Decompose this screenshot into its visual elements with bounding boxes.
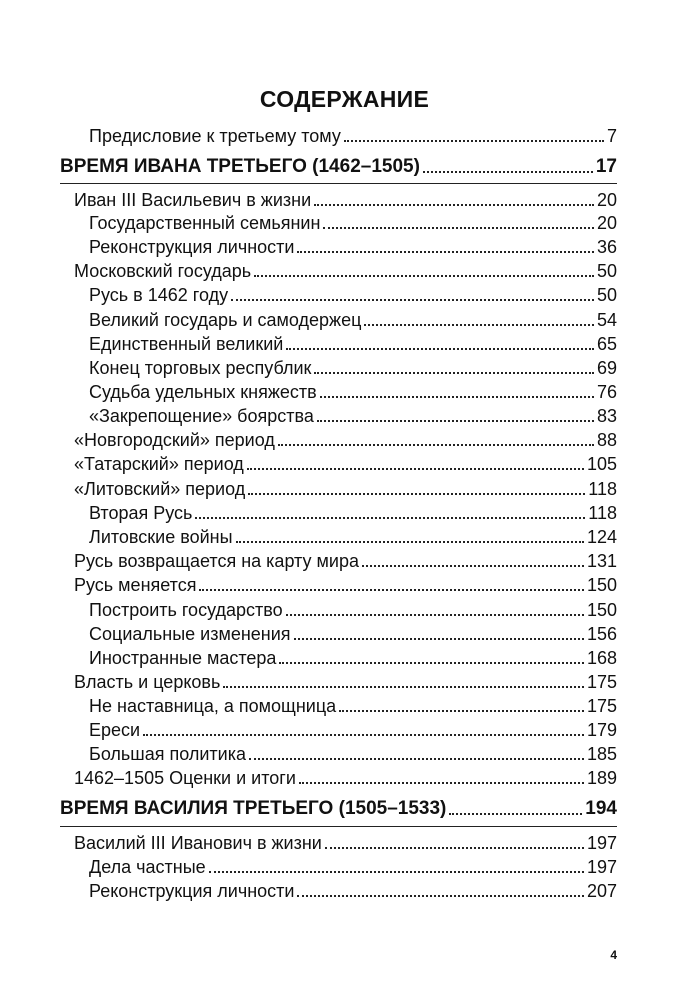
toc-entry-page: 194 <box>585 798 617 819</box>
page-title: СОДЕРЖАНИЕ <box>259 86 430 112</box>
toc-entry-title: Построить государство <box>89 600 283 620</box>
toc-entry-title: Социальные изменения <box>89 624 291 644</box>
toc-entry-title: Конец торговых республик <box>89 358 312 378</box>
toc-entry-title: Вторая Русь <box>89 503 193 523</box>
toc-entry <box>89 647 617 669</box>
toc-entry-title: «Новгородский» период <box>74 430 275 450</box>
dot-leader <box>362 563 584 567</box>
toc-entry <box>89 880 617 902</box>
dot-leader <box>247 466 584 470</box>
dot-leader <box>254 273 594 277</box>
toc-entry <box>74 767 617 789</box>
toc-section-entry <box>60 798 617 820</box>
toc-entry <box>89 719 617 741</box>
toc-entry-page: 83 <box>596 406 617 426</box>
dot-leader <box>339 708 584 712</box>
toc-entry-page: 20 <box>596 213 617 233</box>
toc-entry-page: 50 <box>596 285 617 305</box>
dot-leader <box>344 138 604 142</box>
toc-section-entry <box>60 156 617 178</box>
toc-entry-page: 150 <box>586 600 617 620</box>
toc-entry <box>89 599 617 621</box>
toc-entry <box>89 405 617 427</box>
toc-entry <box>89 357 617 379</box>
dot-leader <box>364 322 594 326</box>
dot-leader <box>320 394 594 398</box>
toc-entry-title: «Закрепощение» боярства <box>89 406 314 426</box>
dot-leader <box>279 660 584 664</box>
dot-leader <box>199 587 583 591</box>
toc-entry-page: 65 <box>596 334 617 354</box>
toc-entry-title: Единственный великий <box>89 334 284 354</box>
dot-leader <box>249 756 584 760</box>
toc-entry <box>74 574 617 596</box>
dot-leader <box>423 169 593 173</box>
dot-leader <box>231 297 594 301</box>
toc-entry-title: Литовские войны <box>89 527 233 547</box>
dot-leader <box>209 869 584 873</box>
toc-entry-page: 168 <box>586 648 617 668</box>
toc-entry <box>89 526 617 548</box>
dot-leader <box>223 684 584 688</box>
toc-entry-page: 197 <box>586 857 617 877</box>
dot-leader <box>286 612 584 616</box>
toc-entry-page: 118 <box>588 479 617 499</box>
toc-entry <box>89 125 617 147</box>
toc-entry-page: 150 <box>586 575 617 595</box>
toc-entry-title: Русь в 1462 году <box>89 285 229 305</box>
toc-entry-title: Василий III Иванович в жизни <box>74 833 322 853</box>
toc-entry-title: ВРЕМЯ ВАСИЛИЯ ТРЕТЬЕГО (1505–1533) <box>60 798 447 819</box>
dot-leader <box>195 515 585 519</box>
toc-entry-title: Русь меняется <box>74 575 197 595</box>
toc-entry-title: Реконструкция личности <box>89 881 295 901</box>
toc-entry-page: 54 <box>596 310 617 330</box>
toc-entry <box>89 502 617 524</box>
toc-entry-title: Большая политика <box>89 744 247 764</box>
toc-entry-title: Ереси <box>89 720 141 740</box>
toc-entry-page: 175 <box>586 696 617 716</box>
toc-entry-title: Иван III Васильевич в жизни <box>74 190 312 210</box>
dot-leader <box>325 845 584 849</box>
dot-leader <box>314 202 594 206</box>
toc-entry-title: Иностранные мастера <box>89 648 277 668</box>
toc-entry <box>74 429 617 451</box>
page-number: 4 <box>610 948 617 962</box>
toc-entry-page: 156 <box>586 624 617 644</box>
toc-entry-page: 185 <box>586 744 617 764</box>
dot-leader <box>299 780 584 784</box>
dot-leader <box>297 893 583 897</box>
dot-leader <box>449 811 582 815</box>
toc-entry-page: 175 <box>586 672 617 692</box>
toc-entry <box>89 381 617 403</box>
toc-entry <box>89 743 617 765</box>
toc-entry-title: Московский государь <box>74 261 252 281</box>
dot-leader <box>248 491 585 495</box>
dot-leader <box>314 370 594 374</box>
toc-entry-title: 1462–1505 Оценки и итоги <box>74 768 296 788</box>
toc-entry-title: Дела частные <box>89 857 206 877</box>
toc-entry <box>74 550 617 572</box>
dot-leader <box>236 539 584 543</box>
toc-entry <box>74 189 617 211</box>
toc-entry-page: 88 <box>596 430 617 450</box>
toc-entry <box>74 671 617 693</box>
toc-entry <box>89 309 617 331</box>
dot-leader <box>143 732 584 736</box>
toc-entry-page: 189 <box>586 768 617 788</box>
toc-entry-title: Власть и церковь <box>74 672 221 692</box>
dot-leader <box>278 442 594 446</box>
toc-entry-page: 17 <box>595 156 617 177</box>
toc-entry-page: 131 <box>586 551 617 571</box>
toc-entry-page: 36 <box>596 237 617 257</box>
toc-entry <box>89 856 617 878</box>
toc-entry-page: 69 <box>596 358 617 378</box>
toc-entry <box>74 478 617 500</box>
dot-leader <box>294 636 584 640</box>
section-rule <box>60 183 617 184</box>
toc-entry-title: Государственный семьянин <box>89 213 321 233</box>
toc-entry-page: 179 <box>586 720 617 740</box>
toc-entry <box>89 695 617 717</box>
toc-entry-page: 20 <box>596 190 617 210</box>
toc-entry-title: Великий государь и самодержец <box>89 310 362 330</box>
toc-entry-page: 105 <box>586 454 617 474</box>
toc-entry-page: 118 <box>588 503 617 523</box>
toc-entry-page: 7 <box>606 126 617 146</box>
dot-leader <box>317 418 594 422</box>
toc-entry-page: 76 <box>596 382 617 402</box>
section-rule <box>60 826 617 827</box>
toc-entry-title: Реконструкция личности <box>89 237 295 257</box>
toc-entry <box>89 623 617 645</box>
toc-entry <box>74 453 617 475</box>
toc-entry <box>89 333 617 355</box>
toc-entry-title: Судьба удельных княжеств <box>89 382 317 402</box>
dot-leader <box>323 225 594 229</box>
dot-leader <box>286 346 594 350</box>
toc-entry-title: Русь возвращается на карту мира <box>74 551 359 571</box>
dot-leader <box>297 249 593 253</box>
toc-entry-title: Не наставница, а помощница <box>89 696 337 716</box>
toc-entry <box>89 212 617 234</box>
toc-entry-page: 207 <box>586 881 617 901</box>
toc-entry-title: ВРЕМЯ ИВАНА ТРЕТЬЕГО (1462–1505) <box>60 156 420 177</box>
toc-entry-page: 124 <box>586 527 617 547</box>
toc-entry-title: Предисловие к третьему тому <box>89 126 341 146</box>
toc-entry-page: 50 <box>596 261 617 281</box>
toc-entry <box>89 284 617 306</box>
toc-entry-title: «Литовский» период <box>74 479 246 499</box>
toc-entry <box>74 832 617 854</box>
toc-entry-title: «Татарский» период <box>74 454 244 474</box>
toc-entry <box>89 236 617 258</box>
toc-entry-page: 197 <box>586 833 617 853</box>
toc-entry <box>74 260 617 282</box>
